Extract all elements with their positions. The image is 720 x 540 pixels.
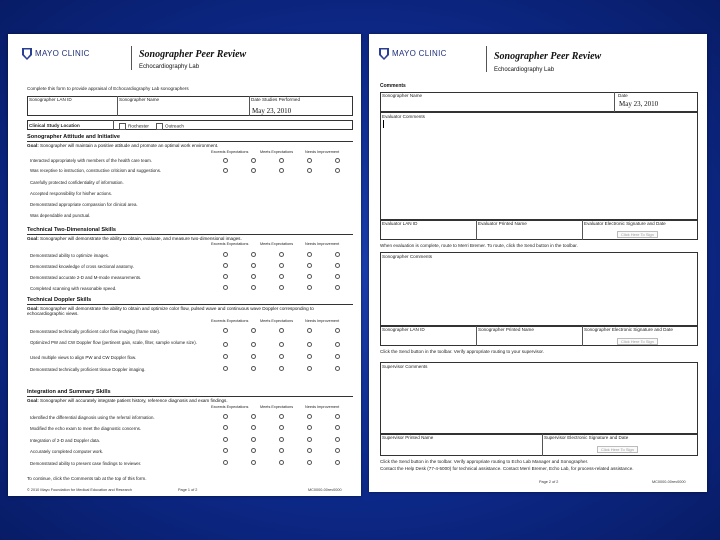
- list-item: Demonstrated appropriate compassion for clinical area.: [30, 202, 138, 207]
- rating-radios: [223, 252, 363, 257]
- list-item: Identified the differential diagnosis using the referral information.: [30, 415, 155, 420]
- sonographer-sign-button[interactable]: Click Here To Sign: [617, 338, 658, 345]
- field-name: Sonographer Name: [119, 97, 160, 102]
- comments-heading: Comments: [380, 83, 406, 89]
- supervisor-sign-button[interactable]: Click Here To Sign: [597, 446, 638, 453]
- field-date: Date Studies Performed: [251, 97, 301, 102]
- page-title: Sonographer Peer Review: [139, 49, 247, 60]
- checkbox-icon: [119, 123, 126, 130]
- mayo-logo: MAYO CLINIC: [22, 48, 90, 60]
- list-item: Accepted responsibility for his/her actions.: [30, 191, 112, 196]
- rating-radios: [223, 285, 363, 290]
- page-title: Sonographer Peer Review: [494, 51, 602, 62]
- list-item: Demonstrated knowledge of cross sectional anatomy.: [30, 264, 134, 269]
- rating-radios: [223, 354, 363, 359]
- list-item: Demonstrated technically proficient color flow imaging (frame rate).: [30, 329, 161, 334]
- logo-divider: [131, 46, 132, 70]
- text-cursor: [383, 120, 384, 128]
- rating-radios: [223, 414, 363, 419]
- list-item: Accurately completed computer work.: [30, 449, 104, 454]
- footer-copyright: © 2010 Mayo Foundation for Medical Education and Research: [27, 488, 132, 492]
- sonographer-comments-box[interactable]: [380, 252, 698, 326]
- date-value[interactable]: May 23, 2010: [619, 100, 659, 108]
- list-item: Was dependable and punctual.: [30, 213, 91, 218]
- list-item: Demonstrated ability to optimize images.: [30, 253, 110, 258]
- form-page-2: MAYO CLINIC Sonographer Peer Review Echocardiography Lab Comments Sonographer Name Date May 23, 2010 Evaluator Comments Evaluator LAN ID Evaluator Printed Name Evaluator Electronic Signature and Date Click Here To Sign When evaluation is complete, route to Merri Bremer. To route, click the Send button in the toolbar. Sonographer Comments Sonographer LAN ID Sonographer Printed Name Sonographer Electronic Signature and Date Click Here To Sign Click the Send button in the toolbar. Verify appropriate routing to your supervisor. Supervisor Comments Supervisor Printed Name Supervisor Electronic Signature and Date Click Here To Sign Click the Send button in the toolbar. Verify appropriate routing to Echo Lab Manager and Sonographer. Contact the Help Desk (77-4-5000) for technical assistance. Contact Merri Bremer, Echo Lab, for process-related assistance. Page 2 of 2 MC0000-00rev0000: [369, 34, 707, 492]
- send-note: Click the Send button in the toolbar. Verify appropriate routing to your supervisor.: [380, 349, 544, 354]
- section-goal: Goal: Sonographer will demonstrate the ability to obtain and optimize color flow, pulsed wave and continuous wave Doppler corresponding to echocardiographic views.: [27, 306, 314, 316]
- rating-radios: [223, 448, 363, 453]
- section-goal: Goal: Sonographer will maintain a positive attitude and promote an optimal work environment.: [27, 143, 219, 148]
- section-title: Sonographer Attitude and Initiative: [27, 134, 121, 140]
- page-subtitle: Echocardiography Lab: [139, 64, 200, 70]
- form-page-1: MAYO CLINIC Sonographer Peer Review Echocardiography Lab Complete this form to provide appraisal of Echocardiography Lab sonographers Sonographer LAN ID Sonographer Name Date Studies Performed May 23, 2010 Clinical Study Location Rochester Outreach Sonographer Attitude and Initiative Goal: Sonographer will maintain a positive attitude and promote an optimal work environment. Exceeds Expectations Meets Expectations Needs Improvement Interacted appropriately with members of the health care team. Was receptive to instruction, constructive criticism and suggestions. Carefully protected confidentiality of information. Accepted responsibility for his/her actions. Demonstrated appropriate compassion for clinical area. Was dependable and punctual. Technical Two-Dimensional Skills Goal: Sonographer will demonstrate the ability to obtain, evaluate, and measure two-dimensional images. Exceeds Expectations Meets Expectations Needs Improvement Demonstrated ability to optimize images. Demonstrated knowledge of cross sectional anatomy. Demonstrated accurate 2-D and M-mode measurements. Completed scanning with reasonable speed. Technical Doppler Skills Goal: Sonographer will demonstrate the ability to obtain and optimize color flow, pulsed wave and continuous wave Doppler corresponding to echocardiographic views. Exceeds Expectations Meets Expectations Needs Improvement Demonstrated technically proficient color flow imaging (frame rate). Optimized PW and CW Doppler flow (pertinent gain, scale, filter, sample volume size). Used multiple views to align PW and CW Doppler flow. Demonstrated technically proficient tissue Doppler imaging. Integration and Summary Skills Goal: Sonographer will accurately integrate patient history, reference diagnosis and exam findings. Exceeds Expectations Meets Expectations Needs Improvement Identified the differential diagnosis using the referral information. Modified the echo exam to meet the diagnostic concerns. Integration of 2-D and Doppler data. Accurately completed computer work. Demonstrated ability to present case findings to reviewer. To continue, click the Comments tab at the top of this form. © 2010 Mayo Foundation for Medical Education and Research Page 1 of 2 MC0000-00rev0000: [8, 34, 361, 496]
- location-rochester[interactable]: Rochester: [119, 123, 149, 130]
- shield-icon: [379, 48, 389, 60]
- list-item: Was receptive to instruction, constructive criticism and suggestions.: [30, 168, 162, 173]
- rating-radios: [223, 425, 363, 430]
- list-item: Modified the echo exam to meet the diagnostic concerns.: [30, 426, 142, 431]
- footer-page: Page 1 of 2: [178, 488, 198, 492]
- date-value[interactable]: May 23, 2010: [252, 107, 292, 115]
- supervisor-comments-box[interactable]: [380, 362, 698, 434]
- checkbox-icon: [156, 123, 163, 130]
- section-goal: Goal: Sonographer will demonstrate the ability to obtain, evaluate, and measure two-dimensional images.: [27, 236, 242, 241]
- rating-radios: [223, 437, 363, 442]
- rating-radios: [223, 366, 363, 371]
- contact-note: Contact the Help Desk (77-4-5000) for technical assistance. Contact Merri Bremer, Echo Lab, for process-related assistance.: [380, 466, 634, 471]
- rating-radios: [223, 158, 363, 163]
- footer-code: MC0000-00rev0000: [652, 480, 686, 484]
- list-item: Demonstrated accurate 2-D and M-mode measurements.: [30, 275, 142, 280]
- field-lan-id: Sonographer LAN ID: [29, 97, 72, 102]
- page-subtitle: Echocardiography Lab: [494, 67, 555, 73]
- final-note: Click the Send button in the toolbar. Verify appropriate routing to Echo Lab Manager and Sonographer.: [380, 459, 589, 464]
- rating-radios: [223, 460, 363, 465]
- list-item: Carefully protected confidentiality of information.: [30, 180, 124, 185]
- rating-radios: [223, 328, 363, 333]
- section-title: Technical Two-Dimensional Skills: [27, 227, 117, 233]
- list-item: Completed scanning with reasonable speed.: [30, 286, 117, 291]
- section-title: Technical Doppler Skills: [27, 297, 92, 303]
- evaluator-comments-box[interactable]: [380, 112, 698, 220]
- continue-note: To continue, click the Comments tab at the top of this form.: [27, 476, 147, 481]
- list-item: Used multiple views to align PW and CW Doppler flow.: [30, 355, 137, 360]
- footer-page: Page 2 of 2: [539, 480, 559, 484]
- header-fields-box: [27, 96, 353, 116]
- rating-radios: [223, 342, 363, 347]
- list-item: Demonstrated ability to present case findings to reviewer.: [30, 461, 142, 466]
- list-item: Integration of 2-D and Doppler data.: [30, 438, 101, 443]
- section-goal: Goal: Sonographer will accurately integrate patient history, reference diagnosis and exam findings.: [27, 398, 228, 403]
- location-label: Clinical Study Location: [29, 123, 80, 128]
- route-note: When evaluation is complete, route to Merri Bremer. To route, click the Send button in the toolbar.: [380, 243, 578, 248]
- section-title: Integration and Summary Skills: [27, 389, 111, 395]
- footer-code: MC0000-00rev0000: [308, 488, 342, 492]
- rating-radios: [223, 168, 363, 173]
- location-outreach[interactable]: Outreach: [156, 123, 184, 130]
- list-item: Demonstrated technically proficient tissue Doppler imaging.: [30, 367, 146, 372]
- evaluator-comments-label: Evaluator Comments: [382, 114, 425, 119]
- mayo-logo: MAYO CLINIC: [379, 48, 447, 60]
- rating-radios: [223, 274, 363, 279]
- list-item: Interacted appropriately with members of the health care team.: [30, 158, 153, 163]
- intro-text: Complete this form to provide appraisal of Echocardiography Lab sonographers: [27, 86, 189, 91]
- list-item: Optimized PW and CW Doppler flow (pertinent gain, scale, filter, sample volume size).: [30, 340, 197, 345]
- shield-icon: [22, 48, 32, 60]
- rating-radios: [223, 263, 363, 268]
- evaluator-sign-button[interactable]: Click Here To Sign: [617, 231, 658, 238]
